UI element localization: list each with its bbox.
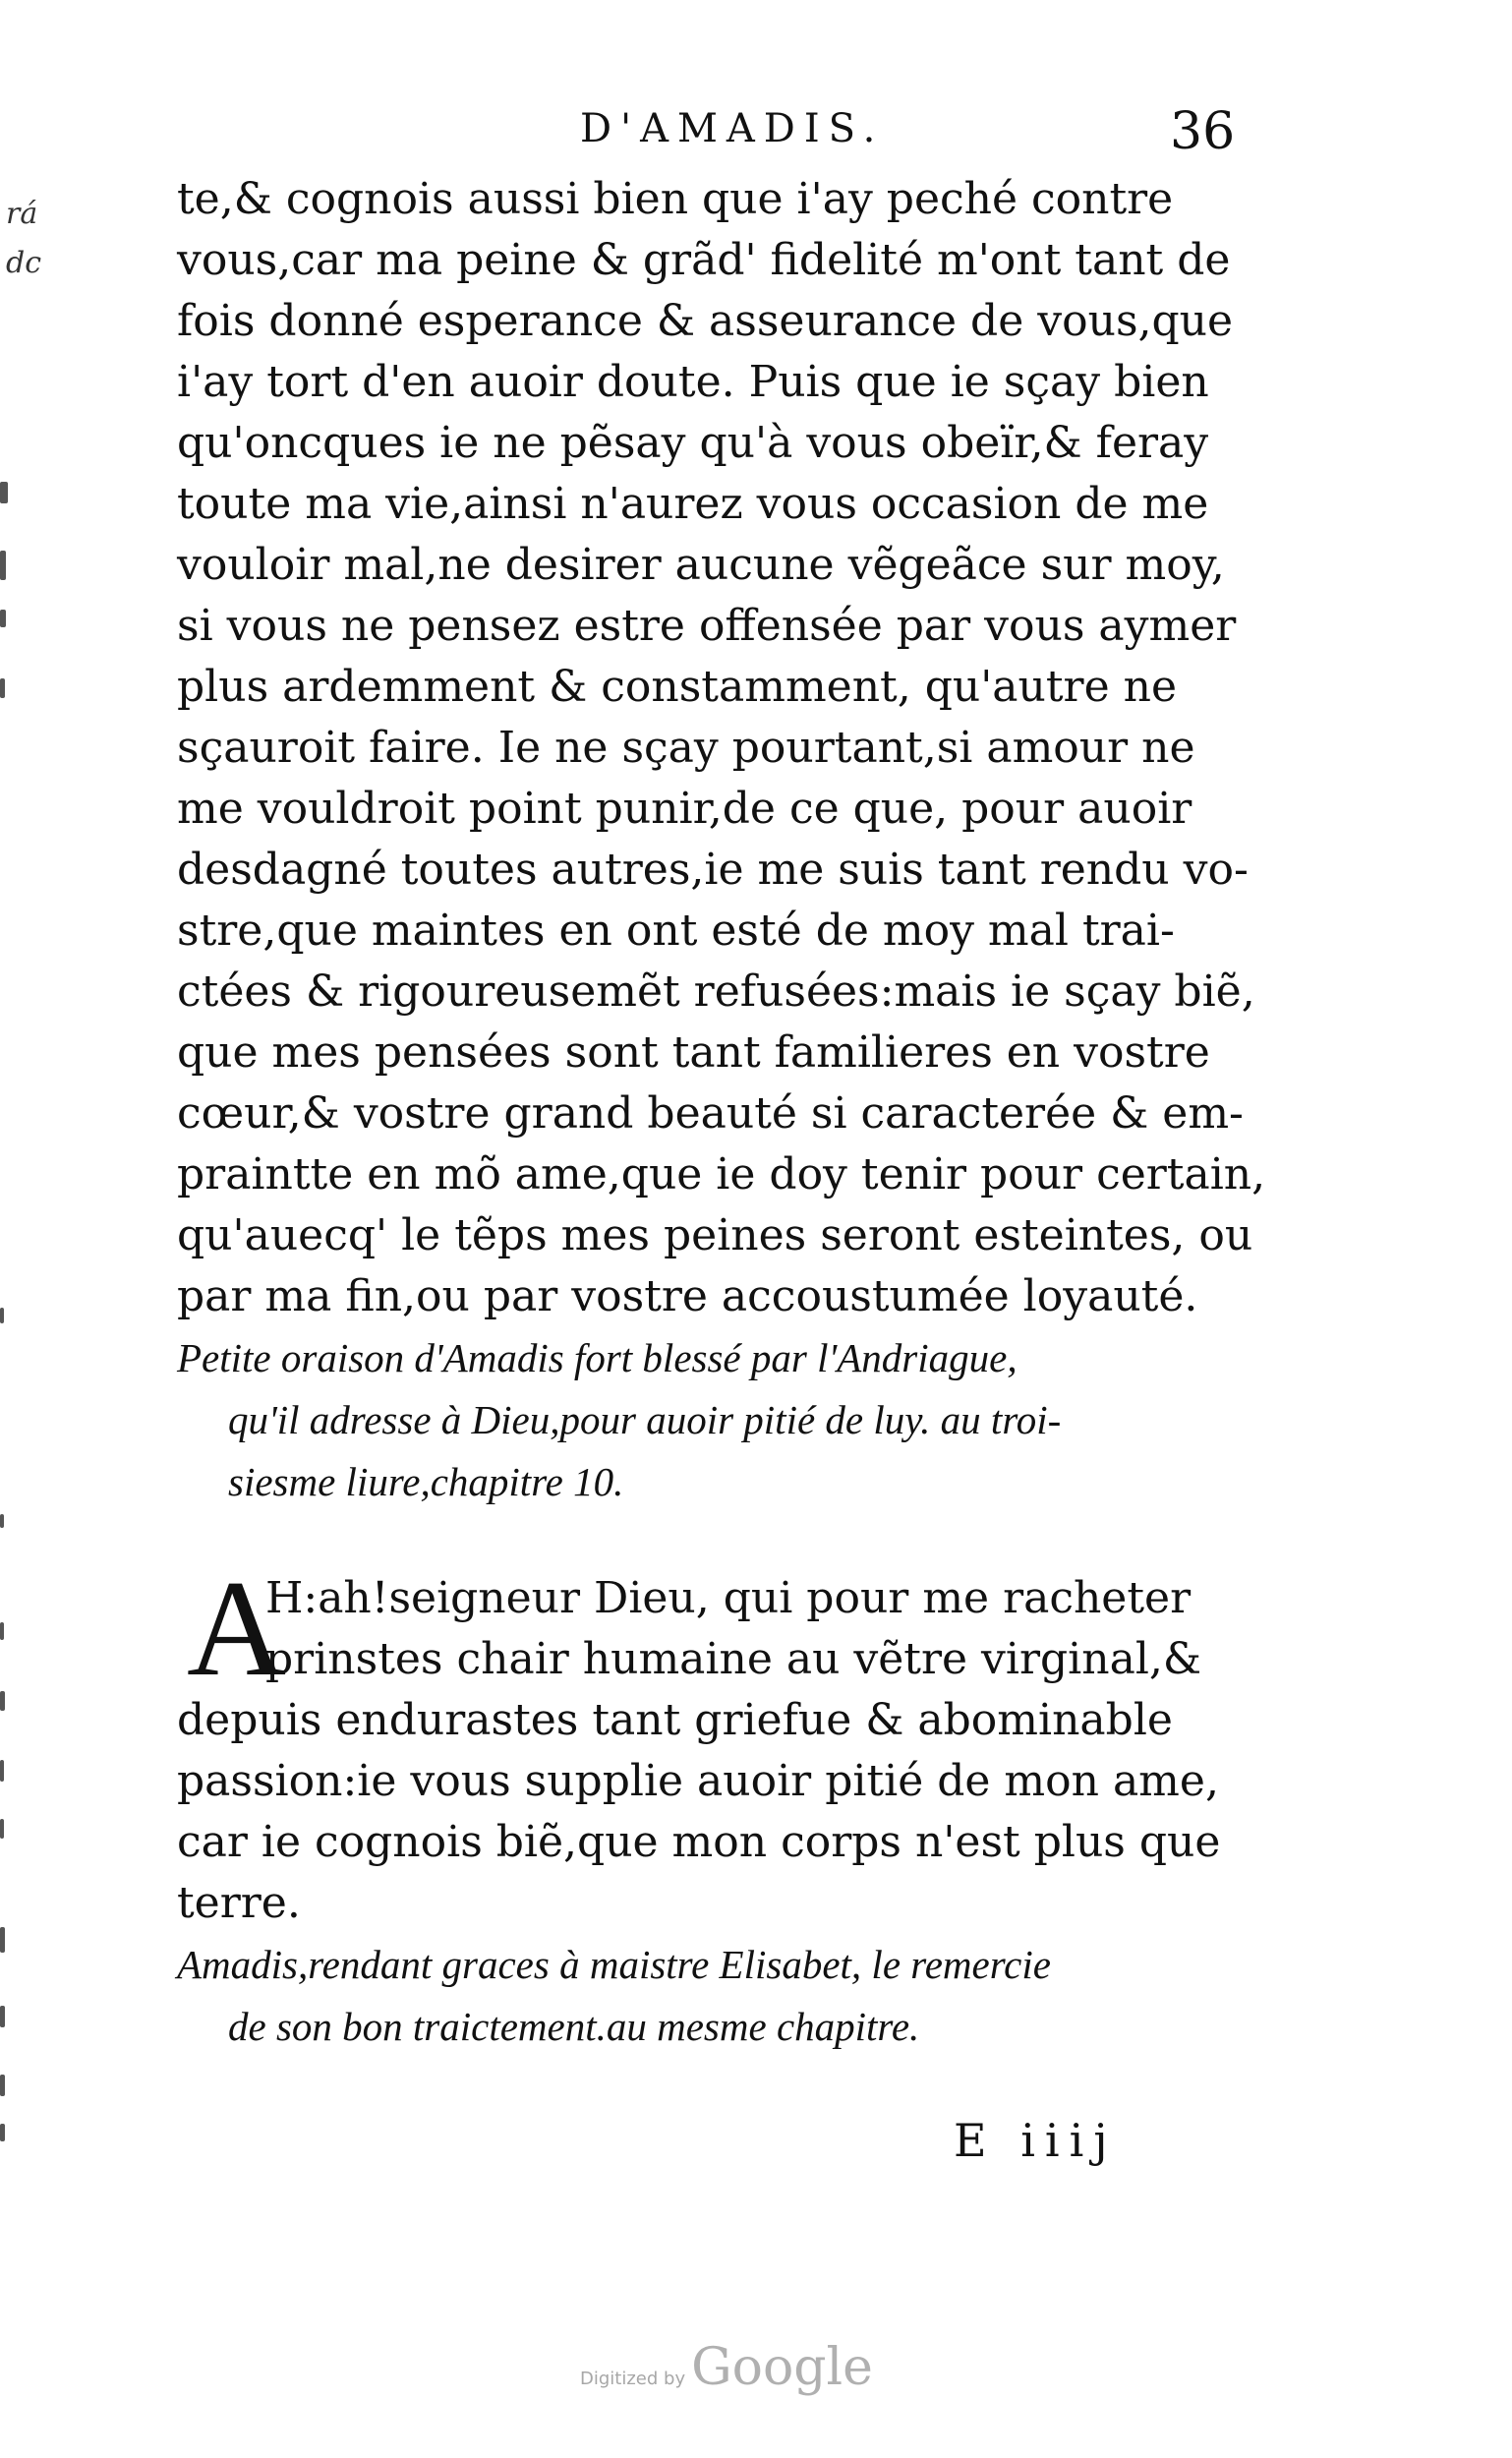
- section-gap: [177, 1513, 1258, 1568]
- body-line: cœur,& vostre grand beauté si caracterée & em-: [177, 1088, 1244, 1139]
- drop-cap-initial: A: [187, 1552, 287, 1705]
- body-line: toute ma vie,ainsi n'aurez vous occasion de me: [177, 479, 1209, 529]
- rubric-line: qu'il adresse à Dieu,pour auoir pitié de luy. au troi-: [228, 1397, 1062, 1442]
- body-line: vouloir mal,ne desirer aucune vẽgeãce sur moy,: [177, 540, 1225, 590]
- body-line: stre,que maintes en ont esté de moy mal trai-: [177, 906, 1175, 956]
- body-line: desdagné toutes autres,ie me suis tant rendu vo-: [177, 845, 1249, 895]
- text-block: [177, 169, 1266, 2058]
- margin-speck: [0, 678, 5, 698]
- body-line: sçauroit faire. Ie ne sçay pourtant,si amour ne: [177, 723, 1195, 773]
- margin-fragment: dc: [6, 246, 42, 280]
- prayer-line: prinstes chair humaine au vẽtre virginal,&: [265, 1634, 1202, 1684]
- body-line: par ma fin,ou par vostre accoustumée loyauté.: [177, 1271, 1198, 1321]
- margin-speck: [0, 1622, 4, 1640]
- margin-speck: [0, 1760, 4, 1782]
- body-line: qu'oncques ie ne pẽsay qu'à vous obeïr,& feray: [177, 418, 1209, 468]
- body-line: vous,car ma peine & grãd' fidelité m'ont tant de: [177, 235, 1231, 285]
- left-margin-bleed: [0, 0, 59, 2458]
- margin-speck: [0, 551, 6, 580]
- digitization-footer: [580, 2338, 873, 2397]
- margin-speck: [0, 2124, 5, 2141]
- body-line: plus ardemment & constamment, qu'autre ne: [177, 662, 1177, 712]
- margin-speck: [0, 482, 8, 503]
- google-logo: Google: [691, 2338, 873, 2397]
- body-line: te,& cognois aussi bien que i'ay peché contre: [177, 174, 1174, 224]
- rubric-line: Petite oraison d'Amadis fort blessé par l'Andriague,: [177, 1335, 1018, 1380]
- margin-fragment: rá: [6, 197, 38, 231]
- body-line: me vouldroit point punir,de ce que, pour auoir: [177, 784, 1192, 834]
- running-head: D'AMADIS.: [580, 106, 885, 151]
- digitized-by-label: Digitized by: [580, 2369, 686, 2389]
- body-line: qu'auecq' le tẽps mes peines seront esteintes, ou: [177, 1210, 1253, 1260]
- margin-speck: [0, 1819, 4, 1839]
- prayer-line: car ie cognois biẽ,que mon corps n'est plus que: [177, 1817, 1221, 1867]
- body-line: fois donné esperance & asseurance de vous,que: [177, 296, 1234, 346]
- margin-speck: [0, 1308, 4, 1323]
- prayer-line: H:ah!seigneur Dieu, qui pour me racheter: [265, 1573, 1192, 1623]
- signature-mark: E iiij: [954, 2114, 1118, 2167]
- rubric-line: Amadis,rendant graces à maistre Elisabet, le remercie: [177, 1942, 1051, 1987]
- prayer-paragraph: [177, 1552, 1258, 1934]
- margin-speck: [0, 1691, 5, 1711]
- margin-speck: [0, 2075, 5, 2096]
- body-line: i'ay tort d'en auoir doute. Puis que ie sçay bien: [177, 357, 1209, 407]
- body-line: si vous ne pensez estre offensée par vous aymer: [177, 601, 1237, 651]
- prayer-line: terre.: [177, 1878, 301, 1928]
- body-line: praintte en mõ ame,que ie doy tenir pour certain,: [177, 1149, 1266, 1200]
- margin-speck: [0, 610, 6, 627]
- rubric-line: de son bon traictement.au mesme chapitre.: [228, 2004, 920, 2049]
- body-line: que mes pensées sont tant familieres en vostre: [177, 1027, 1210, 1078]
- margin-speck: [0, 1927, 5, 1953]
- margin-speck: [0, 2006, 5, 2027]
- margin-speck: [0, 1514, 4, 1528]
- page-number: 36: [1170, 102, 1236, 161]
- rubric-line: siesme liure,chapitre 10.: [228, 1459, 624, 1504]
- body-line: ctées & rigoureusemẽt refusées:mais ie sçay biẽ,: [177, 966, 1255, 1017]
- prayer-line: depuis endurastes tant griefue & abominable: [177, 1695, 1173, 1745]
- prayer-line: passion:ie vous supplie auoir pitié de mon ame,: [177, 1756, 1219, 1806]
